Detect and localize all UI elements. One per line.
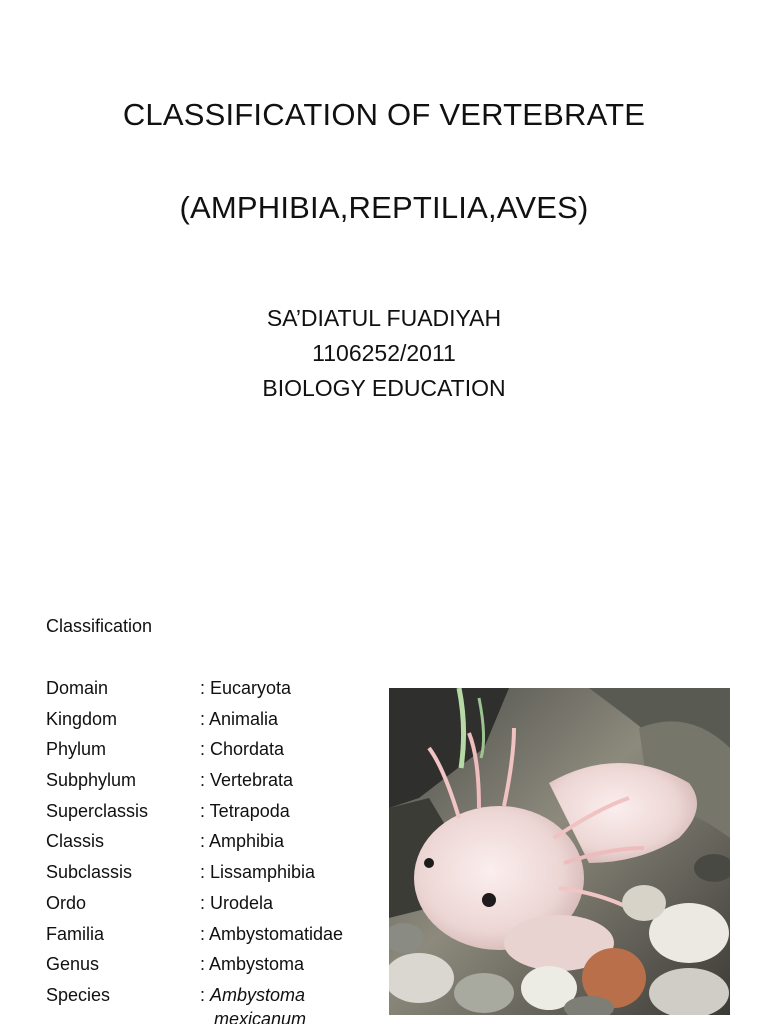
taxonomy-rank: Superclassis bbox=[46, 800, 149, 821]
taxonomy-value: : Urodela bbox=[200, 892, 274, 913]
taxonomy-rank: Subphylum bbox=[46, 770, 137, 791]
axolotl-photo bbox=[389, 688, 730, 1015]
taxonomy-rank: Phylum bbox=[46, 739, 107, 760]
taxonomy-value: : Vertebrata bbox=[200, 770, 294, 791]
taxonomy-value: : Ambystoma bbox=[200, 954, 305, 975]
species-name-line2: mexicanum bbox=[214, 1008, 307, 1024]
author-block bbox=[0, 301, 768, 406]
slide-subtitle: (AMPHIBIA,REPTILIA,AVES) bbox=[179, 190, 589, 225]
taxonomy-rank: Subclassis bbox=[46, 862, 133, 883]
taxonomy-value: : Tetrapoda bbox=[200, 800, 290, 821]
taxonomy-rank: Familia bbox=[46, 923, 105, 944]
taxonomy-value: : Chordata bbox=[200, 739, 285, 760]
author-program: BIOLOGY EDUCATION bbox=[262, 375, 506, 401]
author-id: 1106252/2011 bbox=[312, 340, 456, 366]
author-name: SA’DIATUL FUADIYAH bbox=[266, 305, 502, 331]
taxonomy-rank: Classis bbox=[46, 831, 105, 852]
slide-title: CLASSIFICATION OF VERTEBRATE bbox=[122, 97, 646, 132]
classification-slide bbox=[0, 512, 768, 1024]
taxonomy-rank: Kingdom bbox=[46, 708, 118, 729]
taxonomy-value bbox=[200, 983, 305, 1007]
species-name-line1: Ambystoma bbox=[210, 984, 306, 1005]
species-prefix: : bbox=[200, 984, 211, 1005]
taxonomy-value: : Ambystomatidae bbox=[200, 923, 344, 944]
classification-heading: Classification bbox=[46, 616, 153, 636]
taxonomy-rank: Genus bbox=[46, 954, 100, 975]
taxonomy-rank: Species bbox=[46, 984, 111, 1005]
taxonomy-value: : Animalia bbox=[200, 708, 279, 729]
taxonomy-value: : Eucaryota bbox=[200, 678, 292, 698]
taxonomy-value: : Lissamphibia bbox=[200, 862, 316, 883]
taxonomy-value: : Amphibia bbox=[200, 831, 285, 852]
taxonomy-rank: Domain bbox=[46, 678, 109, 698]
taxonomy-rank: Ordo bbox=[46, 892, 87, 913]
